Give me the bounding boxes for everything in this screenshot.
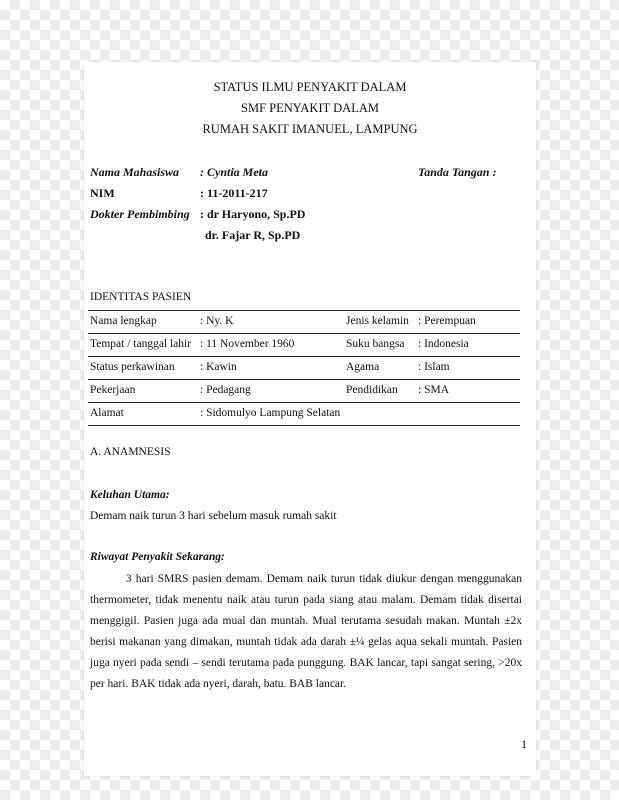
- table-row: [88, 357, 520, 380]
- table-row: [88, 380, 520, 403]
- student-name-value: : Cyntia Meta: [200, 165, 268, 179]
- row-label-2: Jenis kelamin: [346, 315, 409, 327]
- supervisor-value-2: dr. Fajar R, Sp.PD: [205, 228, 301, 242]
- table-row: [88, 403, 520, 426]
- history-label: Riwayat Penyakit Sekarang:: [90, 551, 225, 563]
- row-label-2: Agama: [346, 361, 380, 373]
- row-value: : Sidomulyo Lampung Selatan: [200, 407, 341, 419]
- identity-title: IDENTITAS PASIEN: [90, 291, 192, 303]
- row-value: : Ny. K: [200, 315, 234, 327]
- supervisor-value-1: : dr Haryono, Sp.PD: [200, 207, 306, 221]
- header-hospital: RUMAH SAKIT IMANUEL, LAMPUNG: [202, 122, 418, 136]
- row-value: : Kawin: [200, 361, 237, 373]
- row-label: Tempat / tanggal lahir: [90, 338, 192, 350]
- row-label: Nama lengkap: [90, 315, 157, 327]
- supervisor-label: Dokter Pembimbing: [90, 207, 190, 221]
- identity-table: [88, 310, 520, 426]
- row-value-2: : Islam: [418, 361, 450, 373]
- history-text: 3 hari SMRS pasien demam. Demam naik turun tidak diukur dengan menggunakan thermometer, tidak menentu naik atau turun pada siang atau malam. Demam tidak disertai menggigil. Pasien juga ada mual dan muntah. Mual terutama sesudah makan. Muntah ±2x berisi makanan yang dimakan, muntah tidak ada darah ±¼ gelas aqua sekali muntah. Pasien juga nyeri pada sendi – sendi terutama pada punggung. BAK lancar, tapi sangat sering, >20x per hari. BAK tidak ada nyeri, darah, batu. BAB lancar.: [90, 573, 522, 690]
- chief-complaint-label: Keluhan Utama:: [90, 489, 170, 501]
- row-label: Status perkawinan: [90, 361, 175, 373]
- nim-value: : 11-2011-217: [200, 186, 268, 200]
- student-name-label: Nama Mahasiswa: [90, 165, 180, 179]
- row-label-2: Pendidikan: [346, 384, 398, 396]
- table-row: [88, 334, 520, 357]
- chief-complaint-text: Demam naik turun 3 hari sebelum masuk rumah sakit: [90, 510, 337, 522]
- row-label: Pekerjaan: [90, 384, 136, 396]
- document-page: [84, 62, 536, 776]
- header-title: STATUS ILMU PENYAKIT DALAM: [213, 80, 407, 94]
- header-department: SMF PENYAKIT DALAM: [241, 101, 379, 115]
- nim-label: NIM: [90, 186, 115, 200]
- anamnesis-title: A. ANAMNESIS: [90, 446, 171, 458]
- row-value-2: : SMA: [418, 384, 449, 396]
- row-value: : 11 November 1960: [200, 338, 295, 350]
- history-paragraph: [90, 569, 522, 695]
- page-number: 1: [521, 737, 527, 751]
- row-label: Alamat: [90, 407, 124, 419]
- row-value: : Pedagang: [200, 384, 251, 396]
- row-label-2: Suku bangsa: [346, 338, 405, 350]
- row-value-2: : Perempuan: [418, 315, 476, 327]
- signature-label: Tanda Tangan :: [418, 165, 497, 179]
- table-row: [88, 311, 520, 334]
- row-value-2: : Indonesia: [418, 338, 469, 350]
